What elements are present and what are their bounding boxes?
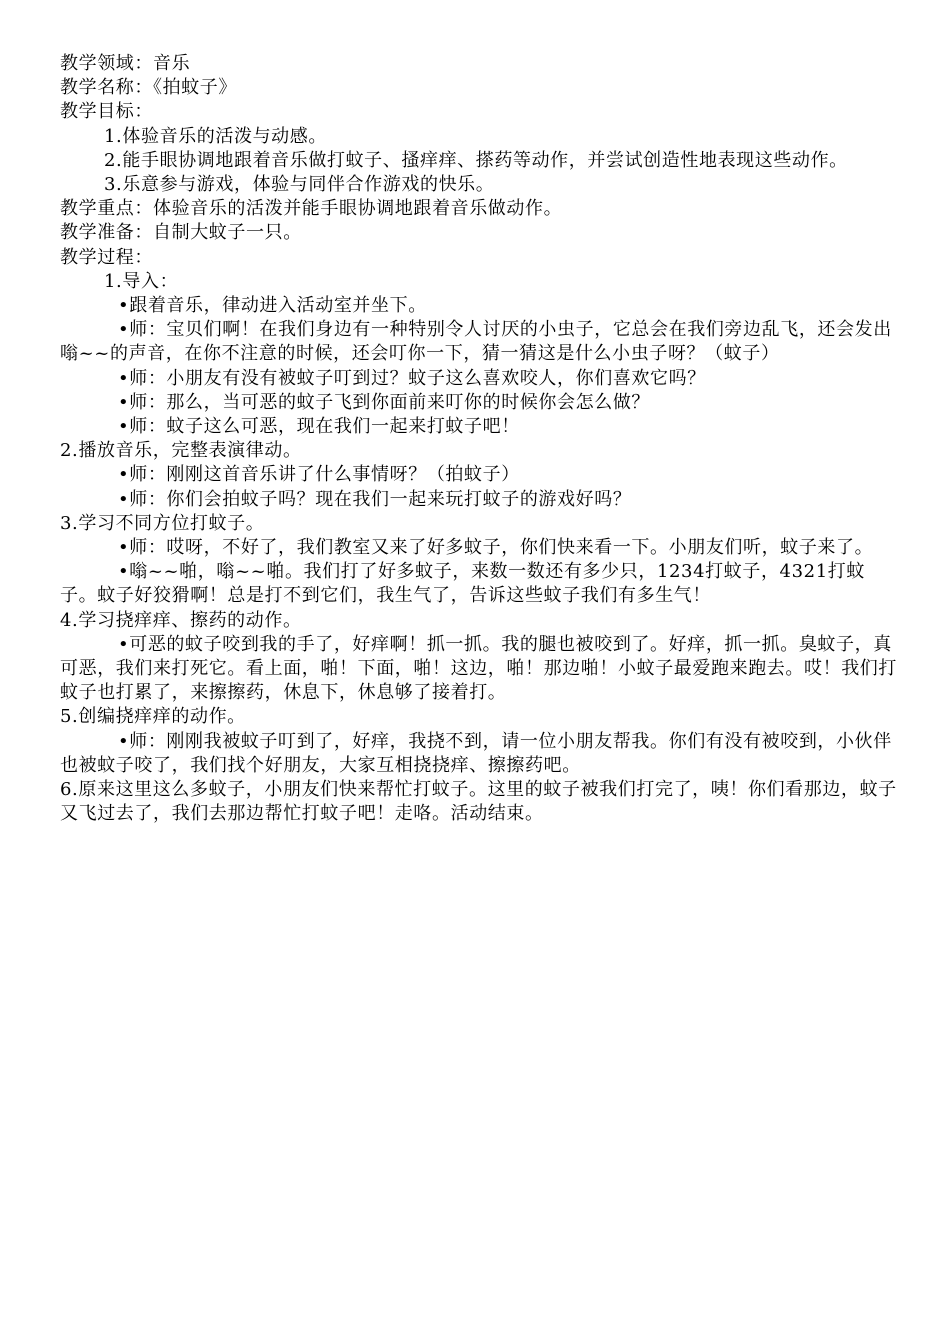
teaching-domain: 教学领域：音乐 (60, 53, 191, 74)
teaching-title: 教学名称：《拍蚊子》 (60, 77, 237, 99)
step1-item: •师：蚊子这么可恶，现在我们一起来打蚊子吧！ (118, 416, 520, 438)
step5-title: 5.创编挠痒痒的动作。 (60, 706, 246, 728)
goal-item: 1.体验音乐的活泼与动感。 (104, 125, 327, 147)
goal-item: 3.乐意参与游戏，体验与同伴合作游戏的快乐。 (104, 174, 495, 196)
step1-title: 1.导入： (104, 270, 179, 292)
step5-item: •师：刚刚我被蚊子叮到了，好痒，我挠不到，请一位小朋友帮我。你们有没有被咬到，小伙伴也被蚊子咬了，我们找个好朋友，大家互相挠挠痒、擦擦药吧。 (60, 730, 892, 776)
step1-item: •师：那么，当可恶的蚊子飞到你面前来叮你的时候你会怎么做？ (118, 391, 651, 413)
step3-item: •嗡~~啪，嗡~~啪。我们打了好多蚊子，来数一数还有多少只，1234打蚊子，4321打蚊子。蚊子好狡猾啊！总是打不到它们，我生气了，告诉这些蚊子我们有多生气！ (60, 561, 865, 607)
step2-item: •师：你们会拍蚊子吗？现在我们一起来玩打蚊子的游戏好吗？ (118, 488, 632, 510)
step1-item: •跟着音乐，律动进入活动室并坐下。 (118, 295, 427, 317)
step2-title: 2.播放音乐，完整表演律动。 (60, 440, 302, 462)
lesson-plan-document (60, 52, 898, 827)
key-point: 教学重点：体验音乐的活泼并能手眼协调地跟着音乐做动作。 (60, 198, 563, 220)
process-heading: 教学过程： (60, 246, 153, 268)
step1-item: •师：宝贝们啊！在我们身边有一种特别令人讨厌的小虫子，它总会在我们旁边乱飞，还会发出嗡~~的声音，在你不注意的时候，还会叮你一下，猜一猜这是什么小虫子呀？（蚊子） (60, 319, 892, 365)
step3-item: •师：哎呀，不好了，我们教室又来了好多蚊子，你们快来看一下。小朋友们听，蚊子来了。 (118, 537, 874, 559)
step3-title: 3.学习不同方位打蚊子。 (60, 512, 265, 534)
goal-item: 2.能手眼协调地跟着音乐做打蚊子、搔痒痒、搽药等动作，并尝试创造性地表现这些动作。 (104, 149, 848, 171)
goals-heading: 教学目标： (60, 101, 153, 123)
step6-text: 6.原来这里这么多蚊子，小朋友们快来帮忙打蚊子。这里的蚊子被我们打完了，咦！你们看那边，蚊子又飞过去了，我们去那边帮忙打蚊子吧！走咯。活动结束。 (60, 779, 897, 825)
step1-item: •师：小朋友有没有被蚊子叮到过？蚊子这么喜欢咬人，你们喜欢它吗？ (118, 367, 706, 389)
preparation: 教学准备：自制大蚊子一只。 (60, 222, 302, 244)
step4-title: 4.学习挠痒痒、擦药的动作。 (60, 609, 302, 631)
step2-item: •师：刚刚这首音乐讲了什么事情呀？（拍蚊子） (118, 464, 520, 486)
step4-item: •可恶的蚊子咬到我的手了，好痒啊！抓一抓。我的腿也被咬到了。好痒，抓一抓。臭蚊子，真可恶，我们来打死它。看上面，啪！下面，啪！这边，啪！那边啪！小蚊子最爱跑来跑去。哎！我们打蚊子也打累了，来擦擦药，休息下，休息够了接着打。 (60, 633, 897, 704)
